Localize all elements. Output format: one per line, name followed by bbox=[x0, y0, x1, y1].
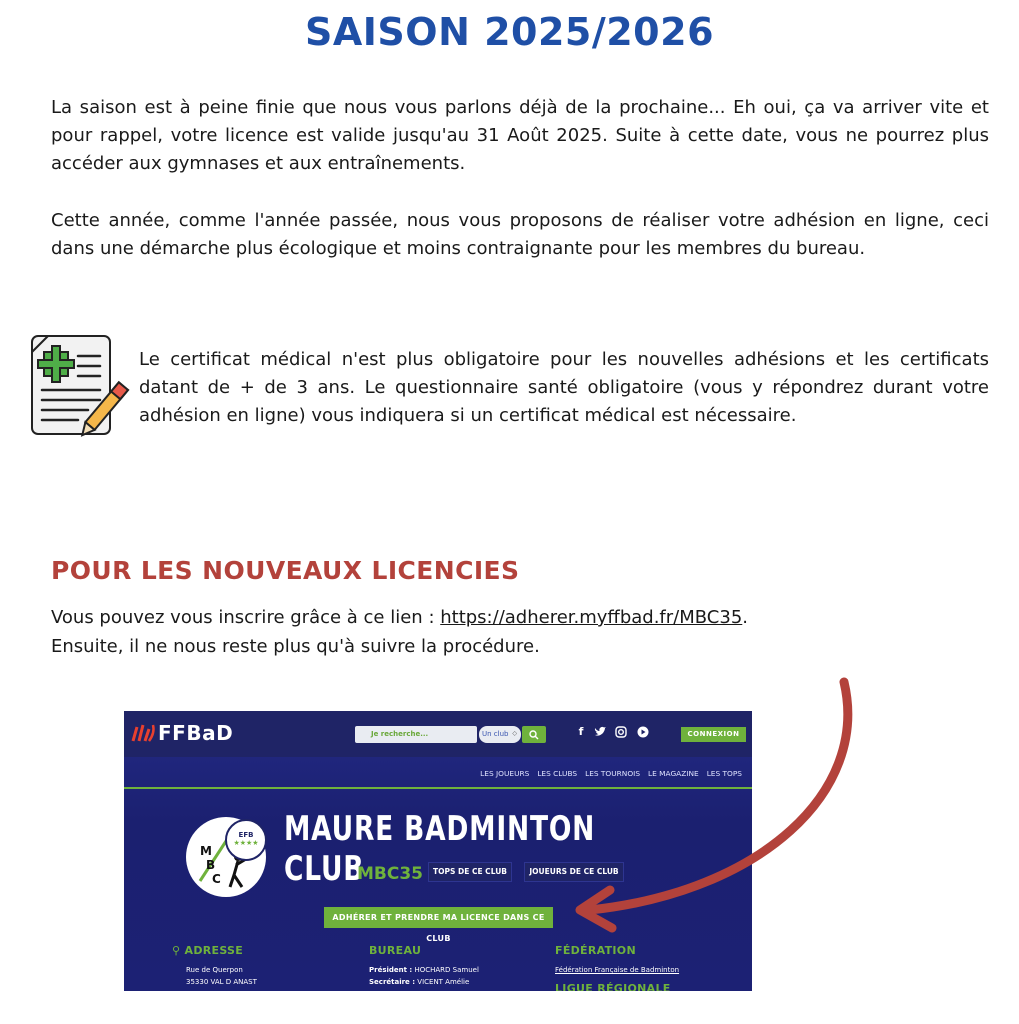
curved-arrow-icon bbox=[560, 672, 870, 942]
secretaire-label: Secrétaire : bbox=[369, 978, 416, 986]
adresse-heading-label: ADRESSE bbox=[184, 944, 244, 957]
section-heading: POUR LES NOUVEAUX LICENCIES bbox=[51, 556, 520, 585]
secretaire-name: VICENT Amélie bbox=[417, 978, 470, 986]
signup-link[interactable]: https://adherer.myffbad.fr/MBC35 bbox=[440, 607, 743, 628]
signup-suffix: . bbox=[742, 607, 749, 628]
intro-paragraph-1: La saison est à peine finie que nous vous parlons déjà de la prochaine... Eh oui, ça va arriver vite et pour rappel, votre licence est valide jusqu'au 31 Août 2025. Suite à cette date, vous ne pourrez plus accéder aux gymnases et aux entraînements. bbox=[51, 97, 989, 174]
adresse-line-1: Rue de Querpon bbox=[186, 966, 243, 974]
nav-item-tournois[interactable]: LES TOURNOIS bbox=[585, 769, 641, 778]
search-input[interactable]: Je recherche... bbox=[355, 726, 477, 743]
efb-badge bbox=[225, 819, 267, 861]
club-select[interactable] bbox=[479, 726, 521, 743]
search-button[interactable] bbox=[522, 726, 546, 743]
svg-text:C: C bbox=[212, 872, 221, 886]
club-name: MAURE BADMINTON CLUB bbox=[284, 809, 596, 889]
president-name: HOCHARD Samuel bbox=[414, 966, 479, 974]
joueurs-club-button[interactable]: JOUEURS DE CE CLUB bbox=[524, 862, 624, 882]
medical-certificate-icon bbox=[28, 332, 136, 438]
federation-link[interactable]: Fédération Française de Badminton bbox=[555, 966, 680, 974]
signup-text: Vous pouvez vous inscrire grâce à ce lien : bbox=[51, 607, 441, 628]
club-select-value: Un club bbox=[482, 730, 509, 738]
section-text bbox=[51, 603, 951, 661]
bureau-heading: BUREAU bbox=[369, 944, 422, 957]
intro-paragraph-2: Cette année, comme l'année passée, nous vous proposons de réaliser votre adhésion en ligne, ceci dans une démarche plus écologique et moins contraignante pour les membres du bureau. bbox=[51, 210, 989, 259]
nav-item-clubs[interactable]: LES CLUBS bbox=[537, 769, 578, 778]
adresse-heading bbox=[172, 944, 243, 957]
chevron-down-icon: ◇ bbox=[512, 730, 517, 737]
procedure-text: Ensuite, il ne nous reste plus qu'à suivre la procédure. bbox=[51, 636, 540, 657]
medical-note: Le certificat médical n'est plus obligatoire pour les nouvelles adhésions et les certificats datant de + de 3 ans. Le questionnaire santé obligatoire (vous y répondrez durant votre adhésion en ligne) vous indiquera si un certificat médical est nécessaire. bbox=[139, 349, 989, 426]
efb-label: EFB bbox=[238, 831, 254, 839]
federation-heading: FÉDÉRATION bbox=[555, 944, 636, 957]
adherer-button[interactable]: ADHÉRER ET PRENDRE MA LICENCE DANS CE CLUB bbox=[324, 907, 553, 928]
bureau-text bbox=[369, 964, 479, 988]
location-icon: ⚲ bbox=[172, 944, 181, 957]
efb-stars: ★★★★ bbox=[233, 839, 259, 847]
adresse-line-2: 35330 VAL D ANAST bbox=[186, 978, 257, 986]
page-title: SAISON 2025/2026 bbox=[304, 10, 715, 54]
search-icon bbox=[522, 726, 546, 743]
adresse-text bbox=[186, 964, 257, 988]
connexion-button[interactable]: CONNEXION bbox=[681, 727, 746, 742]
ffbad-logo-text: FFBaD bbox=[158, 721, 234, 745]
president-label: Président : bbox=[369, 966, 413, 974]
svg-text:M: M bbox=[200, 844, 212, 858]
ffbad-logo-icon bbox=[131, 723, 157, 743]
nav-item-tops[interactable]: LES TOPS bbox=[706, 769, 742, 778]
club-code: MBC35 bbox=[357, 864, 424, 884]
ligue-heading: LIGUE RÉGIONALE bbox=[555, 982, 671, 991]
nav-item-magazine[interactable]: LE MAGAZINE bbox=[648, 769, 699, 778]
svg-text:B: B bbox=[206, 858, 216, 872]
facebook-icon[interactable]: f bbox=[578, 725, 584, 738]
nav-item-joueurs[interactable]: LES JOUEURS bbox=[480, 769, 530, 778]
tops-club-button[interactable]: TOPS DE CE CLUB bbox=[428, 862, 512, 882]
